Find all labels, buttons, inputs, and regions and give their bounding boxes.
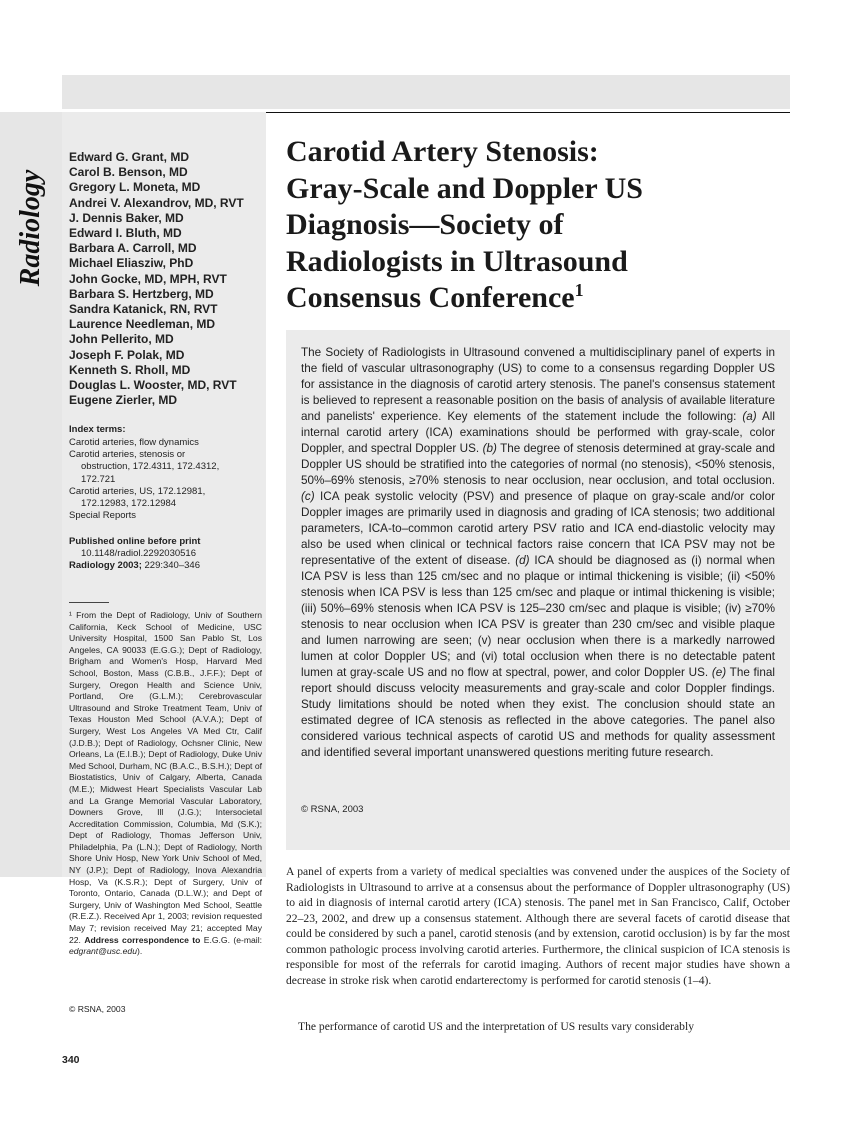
body-paragraph-continued: The performance of carotid US and the interpretation of US results vary considerably	[298, 1020, 694, 1033]
index-term: 172.721	[81, 473, 116, 485]
article-title	[286, 134, 786, 317]
affiliations-text: ¹ From the Dept of Radiology, Univ of Southern California, Keck School of Medicine, USC University Hospital, 1500 San Pablo St, Los Angeles, CA 90033 (E.G.G.); Dept of Radiology, Brigham and Women's Hosp, Harvard Med School, Boston, Mass (C.B.B., J.F.F.); Dept of Surgery, Oregon Health and Science Univ, Portland, Ore (G.L.M.); Cerebrovascular Ultrasound and Stroke Treatment Team, Univ of Texas Houston Med School (A.V.A.); Dept of Surgery, West Los Angeles VA Med Ctr, Calif (J.D.B.); Dept of Radiology, Ochsner Clinic, New Orleans, La (E.I.B.); Dept of Radiology, Duke Univ Med School, Durham, NC (B.A.C., B.S.H.); Dept of Biostatistics, Univ of Calgary, Alberta, Canada (M.E.); Midwest Heart Specialists Vascular Lab and La Grange Memorial Vascular Laboratory, Downers Grove, Ill (J.G.); Intersocietal Accreditation Commission, Columbia, Md (S.K.); Dept of Radiology, Thomas Jefferson Univ, Philadelphia, Pa (L.N.); Dept of Radiology, North Shore Univ Hosp, New York Univ School of Med, NY (J.P.); Dept of Radiology, Inova Alexandria Hosp, Va (K.S.R.); Dept of Surgery, Univ of Toronto, Ontario, Canada (D.L.W.); and Dept of Surgery, Univ of Washington Med School, Seattle (R.E.Z.). Received Apr 1, 2003; revision requested May 7; revision received May 21; accepted May 22.	[69, 610, 262, 945]
title-line: Radiologists in Ultrasound	[286, 244, 628, 278]
author-list	[69, 150, 269, 408]
abstract-segment: The degree of stenosis determined at gray-scale and Doppler US should be stratified into the categories of normal (no stenosis), <50% stenosis, 50%–69% stenosis, ≥70% stenosis to near occlusion, near occlusion, and total occlusion.	[301, 442, 775, 487]
title-line: Carotid Artery Stenosis:	[286, 135, 599, 168]
abstract-marker: (c)	[301, 490, 315, 503]
abstract-marker: (e)	[711, 666, 727, 679]
author: Douglas L. Wooster, MD, RVT	[69, 378, 237, 393]
author: Sandra Katanick, RN, RVT	[69, 302, 218, 317]
abstract-copyright: © RSNA, 2003	[301, 804, 364, 815]
footnote-copyright: © RSNA, 2003	[69, 1004, 126, 1014]
header-bar	[62, 75, 790, 109]
title-line: Consensus Conference	[286, 281, 575, 314]
author: Eugene Zierler, MD	[69, 393, 178, 408]
index-term: 172.12983, 172.12984	[81, 498, 177, 510]
published-online-label: Published online before print	[69, 536, 201, 547]
citation-pages: 229:340–346	[141, 560, 200, 572]
index-term: Carotid arteries, US, 172.12981,	[69, 485, 206, 497]
index-terms-heading: Index terms:	[69, 424, 126, 435]
abstract-marker: (b)	[482, 442, 497, 455]
abstract-segment: All internal carotid artery (ICA) examinations should be performed with gray-scale, color Doppler, and spectral Doppler US.	[301, 410, 775, 455]
page-number: 340	[62, 1054, 80, 1066]
title-line-last	[286, 280, 786, 317]
journal-name-vertical	[14, 148, 48, 308]
publication-info	[69, 536, 264, 573]
title-footnote-marker: 1	[574, 280, 584, 300]
author: John Gocke, MD, MPH, RVT	[69, 271, 227, 286]
affiliation-footnote	[69, 610, 262, 958]
author: Kenneth S. Rholl, MD	[69, 362, 191, 377]
correspondence-email[interactable]: edgrant@usc.edu	[69, 946, 137, 957]
author: Barbara A. Carroll, MD	[69, 241, 197, 256]
correspondence-text: E.G.G. (e-mail:	[200, 934, 263, 945]
author: Edward I. Bluth, MD	[69, 226, 182, 241]
citation-journal: Radiology 2003;	[69, 560, 142, 572]
body-paragraph: A panel of experts from a variety of medical specialties was convened under the auspices of the Society of Radiologists in Ultrasound to arrive at a consensus about the performance of Doppler ultrasonography (US) to aid in diagnosis of internal carotid artery (ICA) stenosis. The panel met in San Francisco, Calif, October 22–23, 2002, and drew up a consensus statement. Although there are several facets of carotid disease that could be considered by such a panel, carotid stenosis (and by extension, carotid occlusion) is by far the most common pathologic process involving carotid arteries. Furthermore, the clinical suspicion of ICA stenosis is responsible for most of the referrals for carotid imaging. Authors of recent major studies have shown a decrease in stroke risk when carotid endarterectomy is performed for carotid stenosis (1–4).	[286, 865, 790, 987]
author: J. Dennis Baker, MD	[69, 210, 184, 225]
author: Edward G. Grant, MD	[69, 150, 190, 164]
abstract-segment: The final report should discuss velocity measurements and gray-scale and color Doppler findings. Study limitations should be noted when they exist. The conclusion should state an estimated degree of ICA stenosis as reflected in the above categories. The panel also considered various technical aspects of carotid US and methods for quality assessment and identified several important unanswered questions meriting future research.	[301, 666, 775, 759]
abstract-segment: The Society of Radiologists in Ultrasound convened a multidisciplinary panel of experts in the field of vascular ultrasonography (US) to come to a consensus regarding Doppler US for assistance in the diagnosis of carotid artery stenosis. The panel's consensus statement is believed to represent a reasonable position on the basis of analysis of available literature and panelists' experience. Key elements of the statement include the following:	[301, 346, 775, 423]
index-terms-list	[69, 437, 264, 522]
abstract-text	[301, 345, 775, 761]
index-term: Carotid arteries, flow dynamics	[69, 437, 199, 448]
author: John Pellerito, MD	[69, 332, 174, 347]
correspondence-label: Address correspondence to	[84, 934, 201, 945]
abstract-segment: ICA should be diagnosed as (i) normal when ICA PSV is less than 125 cm/sec and no plaque or intimal thickening is visible; (ii) <50% stenosis when ICA PSV is less than 125 cm/sec and plaque or intimal thickening is visible; (iii) 50%–69% stenosis when ICA PSV is 125–230 cm/sec and plaque is visible; (iv) ≥70% stenosis to near occlusion when ICA PSV is greater than 230 cm/sec and visible plaque and lumen narrowing are seen; (v) near occlusion when there is a markedly narrowed lumen at color Doppler US; and (vi) total occlusion when there is no detectable patent lumen at gray-scale US and no flow at spectral, power, and color Doppler US.	[301, 554, 775, 679]
abstract-marker: (d)	[515, 554, 530, 567]
author: Andrei V. Alexandrov, MD, RVT	[69, 195, 244, 210]
author: Michael Eliasziw, PhD	[69, 256, 194, 271]
journal-name: Radiology	[15, 169, 46, 287]
author: Joseph F. Polak, MD	[69, 347, 185, 362]
abstract-segment: ICA peak systolic velocity (PSV) and presence of plaque on gray-scale and/or color Doppler images are primarily used in diagnosis and grading of ICA stenosis; two additional parameters, ICA-to–common carotid artery PSV ratio and ICA end-diastolic velocity may also be used when clinical or technical factors raise concern that ICA PSV may not be representative of the extent of disease.	[301, 490, 775, 567]
index-term: obstruction, 172.4311, 172.4312,	[81, 461, 220, 473]
title-line: Gray-Scale and Doppler US	[286, 171, 643, 205]
author: Barbara S. Hertzberg, MD	[69, 286, 214, 301]
index-term: Carotid arteries, stenosis or	[69, 449, 186, 461]
citation	[69, 560, 264, 572]
abstract-marker: (a)	[742, 410, 757, 423]
title-line: Diagnosis—Society of	[286, 208, 564, 241]
author: Carol B. Benson, MD	[69, 165, 188, 180]
doi: 10.1148/radiol.2292030516	[81, 548, 196, 560]
author: Laurence Needleman, MD	[69, 317, 216, 332]
correspondence-closing: ).	[136, 946, 143, 957]
author: Gregory L. Moneta, MD	[69, 180, 201, 195]
footnote-rule	[69, 602, 109, 603]
index-term: Special Reports	[69, 510, 137, 522]
